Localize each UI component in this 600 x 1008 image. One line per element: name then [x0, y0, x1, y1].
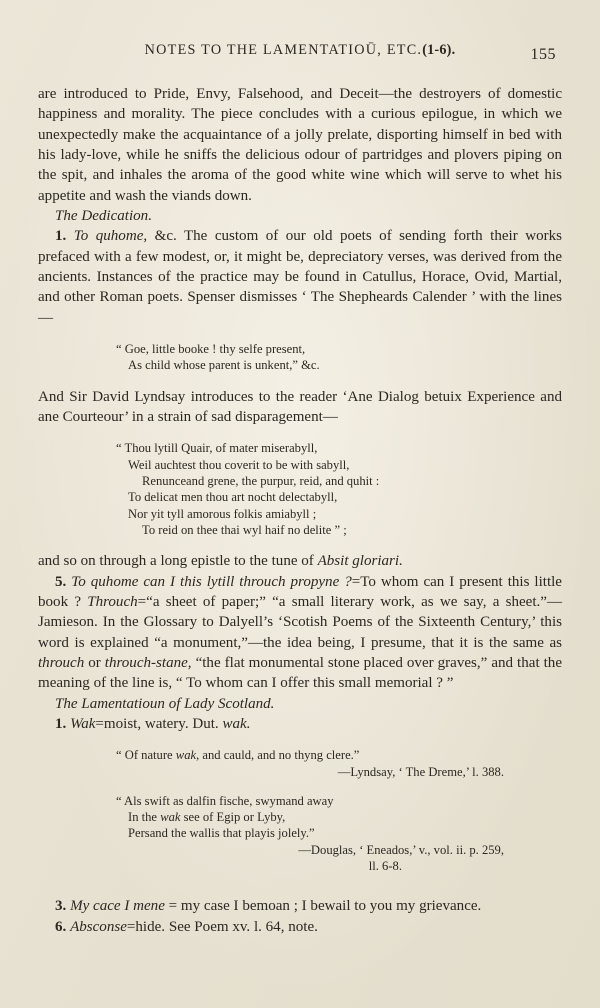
running-head-title-text: NOTES TO THE LAMENTATIOŪ, ETC. [144, 42, 423, 58]
note-wak-number: 1. [55, 715, 67, 732]
quote-line: In the wak see of Egip or Lyby, [128, 810, 286, 825]
quote-spenser [38, 341, 562, 374]
note-5-text-c: or [84, 654, 105, 671]
quote-italic-word: wak [160, 810, 181, 825]
citation-douglas-line-1: —Douglas, ‘ Eneados,’ v., vol. ii. p. 259, [298, 842, 504, 857]
note-3-text: = my case I bemoan ; I bewail to you my grievance. [164, 898, 482, 915]
note-3-lemma: My cace I mene [70, 898, 165, 915]
note-5-text-b: =“a sheet of paper;” “a small literary work, as we say, a sheet.”—Jamieson. In the Glossary to Dalyell’s ‘Scotish Poems of the Sixteenth Century,’ this word is explained “a monument,”—the idea being, I presume, that it is the same as [38, 593, 562, 651]
note-3-number: 3. [55, 898, 67, 915]
note-1-text: &c. The custom of our old poets of sending forth their works prefaced with a few modest, or, it might be, depreciatory verses, was derived from the ancients. Instances of the practice may be found in Catullus, Horace, Ovid, Martial, and other Roman poets. Spenser dismisses ‘ The Shepheards Calender ’ with the lines— [38, 228, 562, 326]
note-entry-5 [38, 572, 562, 694]
note-5-lemma-throuch-2: throuch [38, 654, 85, 671]
quote-line: Nor yit tyll amorous folkis amiabyll ; [128, 506, 317, 521]
note-1-lemma: To quhome, [73, 228, 148, 245]
lyndsay-outro-title: Absit gloriari. [317, 553, 403, 570]
quote-line: Renunceand grene, the purpur, reid, and quhit : [142, 474, 380, 488]
quote-line: “ Of nature wak, and cauld, and no thyng clere.” [116, 748, 360, 763]
note-6-number: 6. [55, 918, 67, 935]
quote-italic-word: wak [175, 748, 197, 763]
note-entry-6 [38, 917, 562, 937]
note-1-number: 1. [55, 228, 67, 245]
running-head-title [145, 42, 456, 59]
note-wak-text: =moist, watery. Dut. [95, 715, 223, 732]
note-wak-lemma: Wak [70, 715, 96, 732]
note-entry-1 [38, 226, 562, 328]
lyndsay-outro-text: and so on through a long epistle to the tune of [38, 553, 318, 570]
page-body [38, 84, 562, 937]
heading-the-dedication [38, 206, 562, 226]
quote-lyndsay-dialog [38, 440, 562, 538]
paragraph-lyndsay-outro [38, 551, 562, 571]
quote-dreme [38, 747, 562, 780]
heading-the-dedication-label: The Dedication. [55, 208, 152, 225]
quote-line: As child whose parent is unkent,” &c. [128, 358, 320, 373]
quote-line: “ Als swift as dalfin fische, swymand away [116, 793, 334, 808]
note-wak-lemma-dut: wak. [222, 715, 251, 732]
running-head-section: (1-6). [422, 42, 456, 58]
quote-line: Weil auchtest thou coverit to be with sabyll, [128, 457, 350, 472]
page-folio: 155 [530, 46, 556, 63]
note-entry-wak [38, 714, 562, 734]
paragraph-lyndsay-intro: And Sir David Lyndsay introduces to the reader ‘Ane Dialog betuix Experience and ane Courteour’ in a strain of sad disparagement— [38, 388, 562, 426]
quote-line: “ Goe, little booke ! thy selfe present, [116, 342, 306, 357]
note-6-text: =hide. See Poem xv. l. 64, note. [126, 918, 318, 935]
note-5-text-d: “the flat monumental stone placed over graves,” and that the meaning of the line is, “ To whom can I offer this small memorial ? ” [38, 654, 562, 692]
citation-douglas-line-2: ll. 6-8. [368, 859, 402, 874]
heading-lamentatioun [38, 694, 562, 714]
citation-dreme: —Lyndsay, ‘ The Dreme,’ l. 388. [337, 764, 504, 779]
note-5-lemma-throuch: Throuch [87, 593, 138, 610]
quote-line: “ Thou lytill Quair, of mater miserabyll, [116, 441, 318, 456]
quote-line: To reid on thee thai wyl haif no delite ” ; [142, 522, 347, 537]
note-5-lemma: To quhome can I this lytill throuch propyne ? [71, 573, 352, 590]
quote-line: Persand the wallis that playis jolely.” [128, 826, 315, 841]
paragraph-intro: are introduced to Pride, Envy, Falsehood, and Deceit—the destroyers of domestic happiness and morality. The piece concludes with a curious epilogue, in which we unexpectedly make the acquaintance of a jolly prelate, disporting himself in bed with his lady-love, while he sniffs the delicious odour of partridges and plovers piping on the spit, and inhales the aroma of the good white wine which will serve to whet his appetite and wash the viands down. [38, 86, 562, 204]
note-5-number: 5. [55, 573, 67, 590]
quote-line: To delicat men thou art nocht delectabyll, [128, 490, 338, 505]
running-head [38, 42, 562, 64]
note-6-lemma: Absconse [70, 918, 127, 935]
heading-lamentatioun-label: The Lamentatioun of Lady Scotland. [55, 695, 275, 712]
note-5-text-a: =To whom can I present this little book ? [38, 573, 562, 610]
quote-douglas [38, 793, 562, 874]
note-5-lemma-throuch-stane: throuch-stane, [104, 654, 192, 671]
note-entry-3 [38, 896, 562, 916]
